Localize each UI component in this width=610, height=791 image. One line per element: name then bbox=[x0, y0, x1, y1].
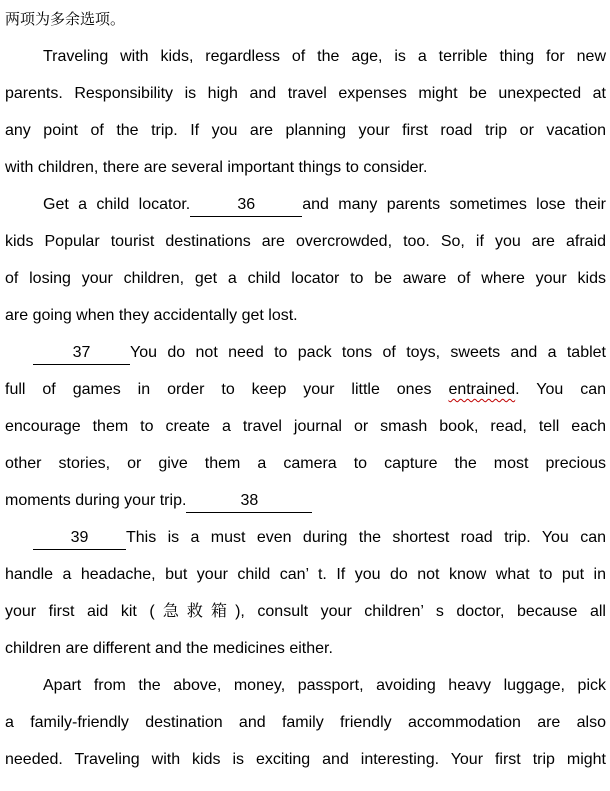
text-line bbox=[5, 445, 606, 482]
text-line bbox=[5, 260, 606, 297]
text-segment: a family-friendly destination and family friendly accommodation are also bbox=[5, 714, 606, 731]
blank-38: 38 bbox=[186, 489, 312, 513]
instruction-text: 两项为多余选项。 bbox=[5, 11, 126, 28]
text-line bbox=[5, 667, 606, 704]
text-segment: are going when they accidentally get lost. bbox=[5, 307, 298, 324]
text-segment: any point of the trip. If you are planning your first road trip or vacation bbox=[5, 122, 606, 139]
text-line bbox=[5, 741, 606, 778]
text-segment: of losing your children, get a child locator to be aware of where your kids bbox=[5, 270, 606, 287]
text-segment: needed. Traveling with kids is exciting and interesting. Your first trip might bbox=[5, 751, 606, 768]
text-segment: encourage them to create a travel journal or smash book, read, tell each bbox=[5, 418, 606, 435]
text-line bbox=[5, 334, 606, 371]
text-line bbox=[5, 112, 606, 149]
passage-body bbox=[5, 38, 606, 778]
text-segment: You do not need to pack tons of toys, sweets and a tablet bbox=[130, 344, 606, 361]
text-segment: children are different and the medicines either. bbox=[5, 640, 333, 657]
text-line bbox=[5, 371, 606, 408]
text-segment: . You can bbox=[515, 381, 607, 398]
text-line bbox=[5, 186, 606, 223]
blank-39: 39 bbox=[33, 526, 126, 550]
text-line bbox=[5, 519, 606, 556]
text-segment: Apart from the above, money, passport, avoiding heavy luggage, pick bbox=[43, 677, 606, 694]
text-segment: This is a must even during the shortest road trip. You can bbox=[126, 529, 606, 546]
text-segment: and many parents sometimes lose their bbox=[302, 196, 606, 213]
text-line bbox=[5, 75, 606, 112]
text-line bbox=[5, 149, 606, 186]
text-line bbox=[5, 556, 606, 593]
text-line bbox=[5, 297, 606, 334]
text-line bbox=[5, 223, 606, 260]
text-segment: Traveling with kids, regardless of the age, is a terrible thing for new bbox=[43, 48, 606, 65]
text-segment: handle a headache, but your child can’ t. If you do not know what to put in bbox=[5, 566, 606, 583]
misspelled-word: entrained bbox=[448, 381, 516, 398]
text-line bbox=[5, 38, 606, 75]
text-segment: full of games in order to keep your little ones bbox=[5, 381, 449, 398]
blank-36: 36 bbox=[190, 193, 302, 217]
text-line bbox=[5, 482, 606, 519]
text-segment: moments during your trip. bbox=[5, 492, 187, 509]
text-line bbox=[5, 630, 606, 667]
text-segment: with children, there are several important things to consider. bbox=[5, 159, 428, 176]
text-segment: Get a child locator. bbox=[43, 196, 191, 213]
text-segment: other stories, or give them a camera to capture the most precious bbox=[5, 455, 606, 472]
text-line bbox=[5, 593, 606, 630]
text-line bbox=[5, 408, 606, 445]
blank-37: 37 bbox=[33, 341, 130, 365]
text-segment: your first aid kit (急救箱), consult your children’ s doctor, because all bbox=[5, 603, 606, 620]
text-segment: kids Popular tourist destinations are overcrowded, too. So, if you are afraid bbox=[5, 233, 606, 250]
text-segment: parents. Responsibility is high and travel expenses might be unexpected at bbox=[5, 85, 606, 102]
text-line bbox=[5, 704, 606, 741]
